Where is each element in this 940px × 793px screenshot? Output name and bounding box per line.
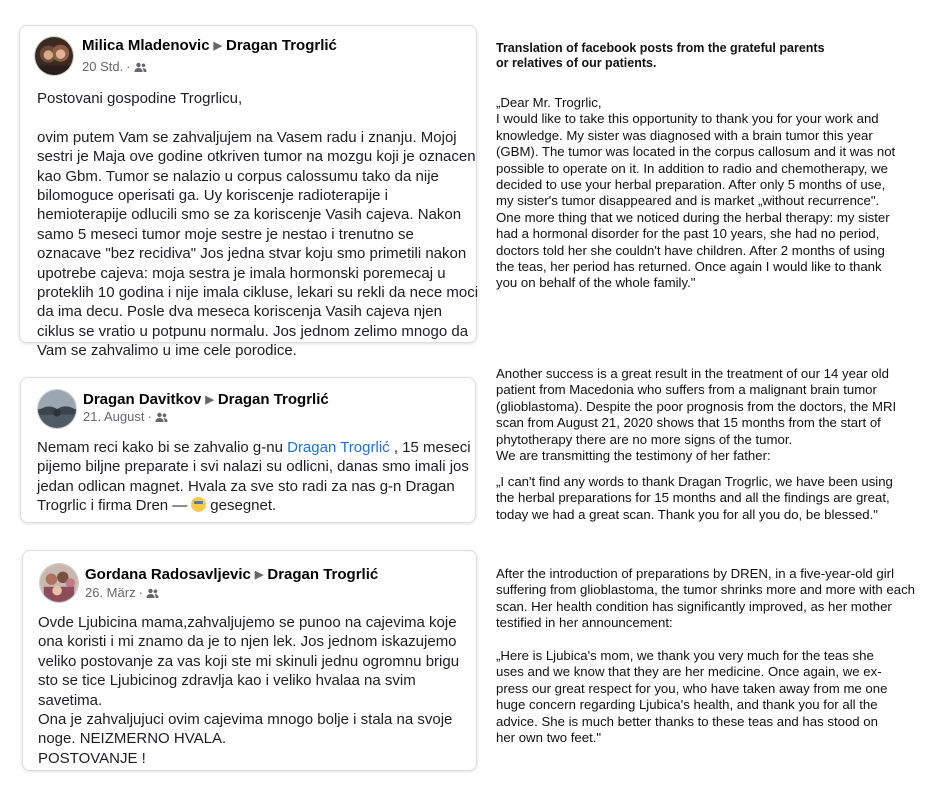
text-line: scan from August 21, 2020 shows that 15 months from the start of — [496, 415, 881, 431]
text-segment: Nemam reci kako bi se zahvalio g-nu — [37, 439, 288, 456]
post-text — [37, 89, 478, 361]
text-line: sto se tice Ljubicinog zdravlja kao i veliko hvalaa na svim — [38, 672, 416, 690]
avatar[interactable] — [39, 563, 79, 603]
text-line: da ima decu. Posle dva meseca koriscenja Vasih cajeva njen — [37, 303, 442, 321]
text-line: sestri je Maja ove godine otkriven tumor na mozgu koji je oznacen — [37, 148, 476, 166]
friends-icon — [155, 411, 168, 426]
text-line: bilomoguce operisati ga. Uy koriscenje radioterapije i — [37, 187, 389, 205]
mention-link[interactable]: Dragan Trogrlić — [287, 439, 390, 456]
profile-photo — [40, 564, 78, 602]
text-line: Ona je zahvaljujuci ovim cajevima mnogo bolje i stala na svoje — [38, 711, 453, 729]
post-meta — [85, 585, 159, 602]
author-name[interactable]: Gordana Radosavljevic — [85, 566, 251, 583]
text-line: POSTOVANJE ! — [38, 749, 146, 767]
text-line: ovim putem Vam se zahvaljujem na Vasem radu i znanju. Mojoj — [37, 128, 457, 146]
target-name[interactable]: Dragan Trogrlić — [226, 37, 337, 54]
text-line: possible to operate on it. In addition to radio and chemotherapy, we — [496, 160, 888, 176]
text-line: savetima. — [38, 691, 103, 709]
text-line: knowledge. My sister was diagnosed with a brain tumor this year — [496, 127, 873, 143]
text-line: „I can't find any words to thank Dragan Trogrlic, we have been using — [496, 474, 893, 489]
text-line: the herbal preparations for 15 months and all the findings are great, — [496, 490, 890, 506]
post-names — [83, 391, 329, 408]
translation-block-4 — [496, 566, 915, 632]
facebook-post-3 — [22, 550, 477, 771]
profile-photo — [35, 37, 73, 75]
text-line: had a hormonal disorder for the past 10 years, she had no period, — [496, 226, 880, 242]
text-line: you on behalf of the whole family." — [496, 275, 696, 291]
text-line: my sister's tumor disappeared and is market „without recurrence". — [496, 193, 880, 209]
text-line — [37, 438, 471, 457]
text-line: her own two feet." — [496, 730, 602, 746]
text-line — [37, 108, 478, 127]
translation-block-2 — [496, 366, 896, 464]
text-line: (GBM). The tumor was located in the corpus callosum and it was not — [496, 144, 896, 160]
avatar[interactable] — [37, 389, 77, 429]
text-line: uses and we know that they are her medicine. Once again, we ex- — [496, 664, 882, 680]
text-line: „Dear Mr. Trogrlic, — [496, 95, 602, 110]
friends-icon — [134, 61, 147, 76]
translation-heading — [496, 41, 825, 70]
separator: · — [138, 585, 143, 600]
text-line: pijemo biljne preparate i svi nalazi su odlicni, danas smo imali jos — [37, 458, 469, 476]
text-segment: gesegnet. — [210, 497, 277, 515]
text-line: upotrebe cajeva: moja sestra je imala hormonski poremecaj u — [37, 264, 446, 282]
text-segment: , 15 meseci — [389, 439, 471, 456]
translation-block-1 — [496, 95, 895, 292]
translation-block-3 — [496, 474, 893, 523]
text-line: oznacave "bez recidiva" Jos jedna stvar koju smo primetili nakon — [37, 245, 467, 263]
avatar[interactable] — [34, 36, 74, 76]
post-meta — [82, 59, 147, 76]
text-line: ona koristi i mi znamo da je to njen lek. Jos jednom iskazujemo — [38, 633, 457, 651]
post-header — [21, 378, 475, 430]
text-line: proteklih 10 godina i nije imala cikluse, lekari su rekli da nece moci — [37, 284, 479, 302]
text-line: testified in her announcement: — [496, 615, 673, 631]
text-line: suffering from glioblastoma, the tumor shrinks more and more with each — [496, 582, 916, 598]
caret-right-icon: ▶ — [254, 569, 264, 581]
translation-block-5 — [496, 648, 887, 746]
text-line: doctors told her she couldn't have children. After 2 months of using — [496, 242, 885, 258]
post-header — [23, 551, 476, 603]
text-line: press our great respect for you, who have taken away from me one — [496, 680, 888, 696]
author-name[interactable]: Dragan Davitkov — [83, 391, 202, 408]
text-line: huge concern regarding Ljubica's health, and thank you for all the — [496, 697, 878, 713]
facebook-post-1 — [19, 25, 479, 360]
text-line: After the introduction of preparations by DREN, in a five-year-old girl — [496, 566, 895, 581]
text-line: scan. Her health condition has significantly improved, as her mother — [496, 598, 892, 614]
heading-line: Translation of facebook posts from the grateful parents — [496, 41, 825, 55]
profile-photo — [38, 390, 76, 428]
text-line: the teas, her period has returned. Once again I would like to thank — [496, 259, 882, 275]
text-line: Ovde Ljubicina mama,zahvaljujemo se punoo na cajevima koje — [38, 614, 457, 631]
post-text — [38, 613, 459, 768]
text-line: jedan odlican magnet. Hvala za sve sto radi za nas g-n Dragan — [37, 477, 455, 495]
text-line: (glioblastoma). Despite the poor prognosis from the doctors, the MRI — [496, 398, 897, 414]
text-line: today we had a great scan. Thank you for all you do, be blessed." — [496, 506, 878, 522]
separator: · — [147, 409, 152, 424]
caret-right-icon: ▶ — [213, 40, 223, 52]
text-line: decided to use your herbal preparation. After only 5 months of use, — [496, 177, 886, 193]
text-line: phytotherapy there are no more signs of the tumor. — [496, 431, 793, 447]
text-line: Vam se zahvalimo u ime cele porodice. — [37, 342, 297, 360]
text-line: samo 5 meseci tumor moje sestre je nestao i trenutno se — [37, 225, 414, 243]
target-name[interactable]: Dragan Trogrlić — [217, 391, 329, 408]
caret-right-icon: ▶ — [205, 394, 214, 406]
author-name[interactable]: Milica Mladenovic — [82, 37, 210, 54]
text-segment: Trogrlic i firma Dren — — [37, 497, 188, 515]
friends-icon — [146, 587, 159, 602]
post-time[interactable]: 26. März — [85, 585, 136, 600]
heading-line: or relatives of our patients. — [496, 55, 657, 70]
smiling-face-emoji-icon — [191, 497, 206, 512]
text-line: I would like to take this opportunity to thank you for your work and — [496, 111, 879, 127]
post-meta — [83, 409, 168, 426]
text-line: hemioterapije odlucili smo se za koriscenje Vasih cajeva. Nakon — [37, 206, 462, 224]
post-time[interactable]: 21. August — [83, 409, 145, 424]
post-names — [82, 37, 337, 54]
text-line: We are transmitting the testimony of her father: — [496, 448, 771, 464]
text-line: „Here is Ljubica's mom, we thank you very much for the teas she — [496, 648, 874, 663]
text-line: Another success is a great result in the treatment of our 14 year old — [496, 366, 889, 381]
text-line: kao Gbm. Tumor se nalazio u corpus calossumu tako da nije — [37, 167, 439, 185]
text-line — [37, 496, 471, 515]
separator: · — [126, 59, 131, 74]
post-names — [85, 566, 378, 583]
text-line: advice. She is much better thanks to these teas and has stood on — [496, 713, 878, 729]
post-time[interactable]: 20 Std. — [82, 59, 124, 74]
text-line: Postovani gospodine Trogrlicu, — [37, 90, 243, 107]
text-line: One more thing that we noticed during the herbal therapy: my sister — [496, 209, 890, 225]
target-name[interactable]: Dragan Trogrlić — [267, 566, 379, 583]
text-line: ciklus se vratio u potpunu normalu. Jos jednom zelimo mnogo da — [37, 322, 469, 340]
post-header — [20, 26, 476, 78]
text-line: patient from Macedonia who suffers from a malignant brain tumor — [496, 382, 877, 398]
text-line: noge. NEIZMERNO HVALA. — [38, 730, 227, 748]
text-line: veliko postovanje za vas koji ste mi skinuli jednu ogromnu brigu — [38, 652, 460, 670]
post-text — [37, 438, 471, 516]
facebook-post-2 — [20, 377, 476, 523]
